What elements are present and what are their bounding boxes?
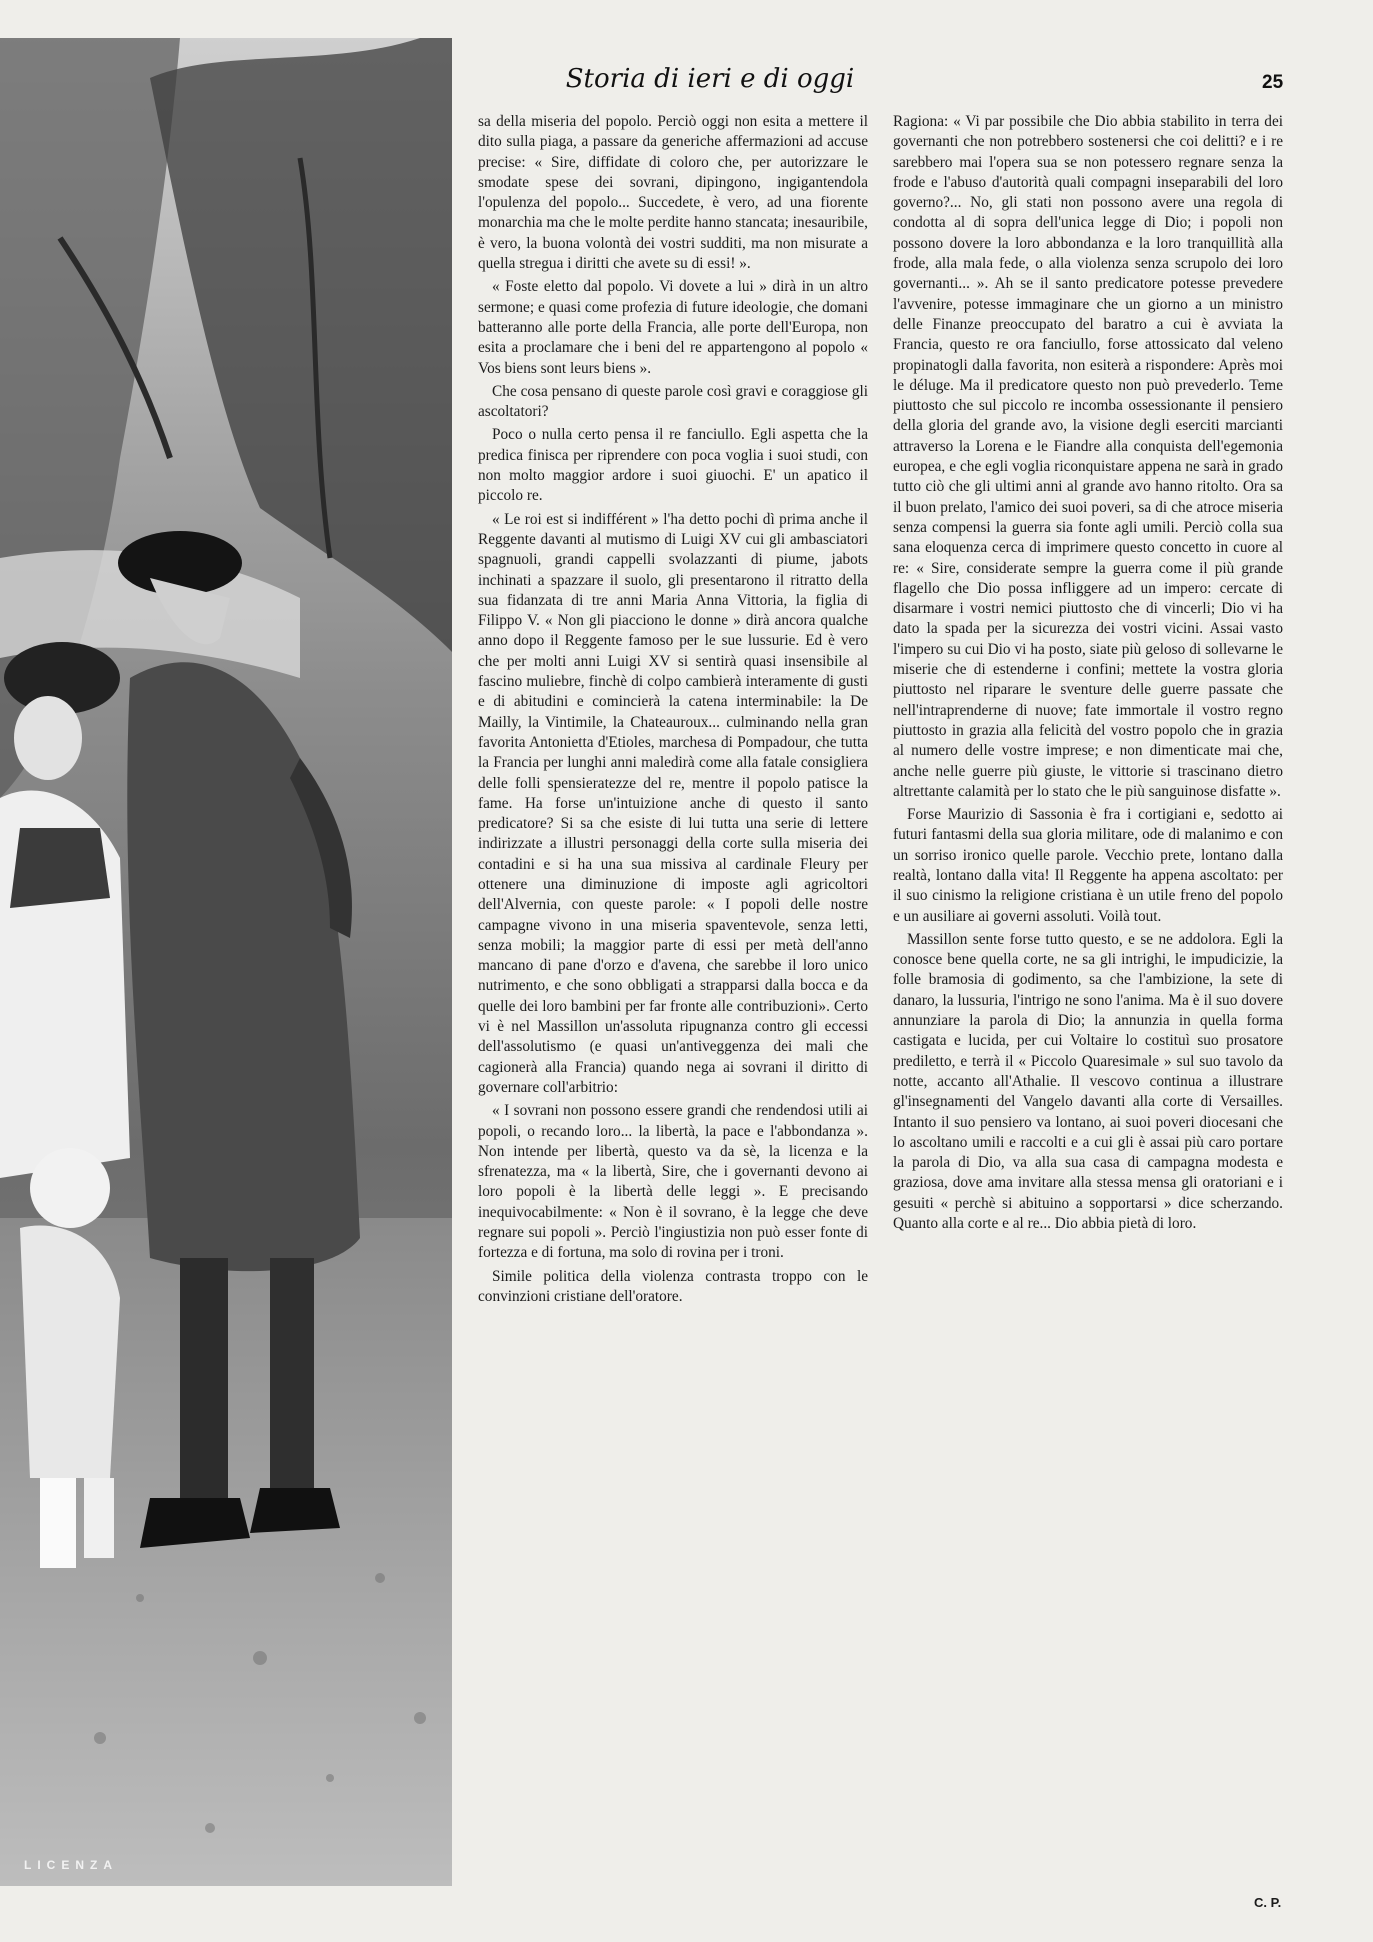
running-title: Storia di ieri e di oggi [565,64,855,94]
article-photograph [0,38,458,1886]
paragraph: « Foste eletto dal popolo. Vi dovete a lui » dirà in un altro sermone; e quasi come profezia di future ideologie, che domani batteranno alle porte della Francia, alle porte dell'Europa, non esita a proclamare che i beni del re appartengono al popolo « Vos biens sont leurs biens ». [478,278,868,377]
paragraph: Ragiona: « Vi par possibile che Dio abbia stabilito in terra dei governanti che non potrebbero sostenersi che coi delitti? e i re sarebbero mai l'opera sua se non potessero regnare senza la frode e l'abuso d'autorità quali compagni inseparabili del loro governo?... No, gli stati non possono avere una regola di condotta al di sopra dell'unica legge di Dio; i popoli non possono dovere la loro abbondanza e la loro tranquillità alla frode, alla mala fede, o alla violenza senza scrupolo dei loro governanti... ». Ah se il santo predicatore potesse prevedere l'avvenire, potesse immaginare che un giorno a un ministro delle Finanze preoccupato del baratro a cui è avviata la Francia, questo re ora fanciullo, forse attossicato dal veleno propinatogli dalla favorita, non esiterà a rispondere: Après moi le déluge. Ma il predicatore questo non può prevederlo. Teme piuttosto che sul piccolo re incomba ossessionante il pensiero della gloria del grande avo, la visione degli eserciti marcianti attraverso la Lorena e le Fiandre alla conquista dell'egemonia europea, e che egli voglia riconquistare appena ne sarà in grado tutto ciò che gli ultimi anni al grande avo hanno ritolto. Ora sa il buon prelato, l'amico dei suoi poveri, sa di che atroce miseria senza compensi la guerra sia fonte agli umili. Perciò colla sua sana eloquenza cerca di imprimere questo concetto in cuore al re: « Sire, considerate sempre la guerra come il più grande flagello che Dio possa infliggere ad un impero: cercate di disarmare i vostri nemici piuttosto che di vincerli; Dio vi ha dato la spada per la sicurezza dei vostri vicini. Assai vasto l'impero su cui Dio vi ha posto, siate più geloso di sollevarne le miserie che di estenderne i confini; mettete la vostra gloria piuttosto nel riparare le sventure delle guerre passate che nell'intraprenderne di nuove; fate immortale il vostro regno piuttosto in grazia alla felicità del vostro popolo che in grazia al numero delle vostre imprese; e non dimenticate mai che, anche nelle guerre più giuste, le vittorie si trascinano dietro altrettante calamità per lo stato che le più sanguinose disfatte ». [893,113,1283,800]
text-column-left [478,112,868,1310]
text-column-right [893,112,1283,1237]
paragraph: Massillon sente forse tutto questo, e se ne addolora. Egli la conosce bene quella corte, ne sa gli intrighi, le impudicizie, la folle bramosia di godimento, sa che l'ambizione, la sete di danaro, la lussuria, l'intrigo ne sono l'anima. Ma è il suo dovere annunziare la parola di Dio; la annunzia in quella forma castigata e lucida, per cui Voltaire lo costituì suo prosatore prediletto, e terrà il « Piccolo Quaresimale » sul suo tavolo da notte, accanto all'Athalie. Il vescovo continua a illustrare gl'insegnamenti del Vangelo davanti alla corte di Versailles. Intanto il suo pensiero va lontano, ai suoi poveri diocesani che lo ascoltano umili e raccolti e a cui gli è assai più caro portare la parola di Dio, va alla sua casa di campagna modesta e graziosa, dove ama invitare alla stessa mensa gli oratoriani e i gesuiti « perchè si abituino a sopportarsi » dice scherzando. Quanto alla corte e al re... Dio abbia pietà di loro. [893,930,1283,1233]
paragraph: Poco o nulla certo pensa il re fanciullo. Egli aspetta che la predica finisca per riprendere con poca voglia i suoi studi, con non molto maggior ardore i suoi giuochi. E' un apatico il piccolo re. [478,426,868,505]
paragraph: Che cosa pensano di queste parole così gravi e coraggiose gli ascoltatori? [478,382,868,421]
photo-image [0,38,458,1886]
paragraph: « Le roi est si indifférent » l'ha detto pochi dì prima anche il Reggente davanti al mutismo di Luigi XV cui gli ambasciatori spagnuoli, grandi cappelli svolazzanti di piume, jabots inchinati a spazzare il suolo, gli presentarono il ritratto della sua fidanzata di tre anni Maria Anna Vittoria, la figlia di Filippo V. « Non gli piacciono le donne » dirà ancora qualche anno dopo il Reggente famoso per le sue lussurie. Ed è vero che per molti anni Luigi XV si sentirà quasi insensibile al fascino muliebre, finchè di colpo cambierà interamente di gusti e di abitudini e comincierà la catena interminabile: la De Mailly, la Vintimile, la Chateauroux... culminando nella gran favorita Antonietta d'Etioles, marchesa di Pompadour, che tutta la Francia per lunghi anni maledirà come alla fatale consigliera delle folli spensieratezze del re, mentre il popolo patisce la fame. Ha forse un'intuizione anche di questo il santo predicatore? Si sa che esiste di lui tutta una serie di lettere indirizzate a illustri personaggi della corte sulla miseria dei contadini e si ha una sua missiva al cardinale Fleury per ottenere una diminuzione di imposte agli agricoltori dell'Alvernia, con queste parole: « I popoli delle nostre campagne vivono in una miseria spaventevole, senza letti, senza mobili; la maggior parte di essi per metà dell'anno mancano di pane d'orzo e d'avena, che sarebbe il loro unico nutrimento, e che sono obbligati a strapparsi dalla bocca e da quelle dei loro bambini per far fronte alle contribuzioni». Certo vi è nel Massillon un'assoluta ripugnanza contro gli eccessi dell'assolutismo (e quasi un'antiveggenza dei mali che cagionerà alla Francia) quando nega ai sovrani il diritto di governare coll'arbitrio: [478,510,868,1096]
paragraph: Simile politica della violenza contrasta troppo con le convinzioni cristiane dell'oratore. [478,1267,868,1305]
author-signature: C. P. [1254,1895,1282,1910]
page-number: 25 [1262,72,1284,93]
paragraph: Forse Maurizio di Sassonia è fra i cortigiani e, sedotto ai futuri fantasmi della sua gloria militare, ode di malanimo e con un sorriso ironico quelle parole. Vecchio prete, lontano dalla realtà, lontano dalla vita! Il Reggente ha appena ascoltato: per il suo cinismo la religione cristiana è un utile freno del popolo e un ausiliare ai governi assoluti. Voilà tout. [893,806,1283,925]
paragraph: sa della miseria del popolo. Perciò oggi non esita a mettere il dito sulla piaga, a passare da generiche affermazioni ad accuse precise: « Sire, diffidate di coloro che, per autorizzare le smodate spese dei sovrani, dipingono, ingigantendola l'opulenza del popolo... Succedete, è vero, ad una fiorente monarchia ma che le molte perdite hanno stancata; inesauribile, è vero, la buona volontà dei vostri sudditi, ma non misurate a quella stregua i diritti che avete su di essi! ». [478,113,868,273]
paragraph: « I sovrani non possono essere grandi che rendendosi utili ai popoli, o recando loro... la libertà, la pace e l'abbondanza ». Non intende per libertà, questo va da sè, la licenza e la sfrenatezza, ma « la libertà, Sire, che i governanti devono ai loro popoli è la libertà delle leggi ». E precisando inequivocabilmente: « Non è il sovrano, è la legge che deve regnare sui popoli ». Perciò l'ingiustizia non può esser fonte di fortezza e di fortuna, ma solo di rovina per i troni. [478,1102,868,1262]
photo-caption: LICENZA [24,1858,118,1872]
